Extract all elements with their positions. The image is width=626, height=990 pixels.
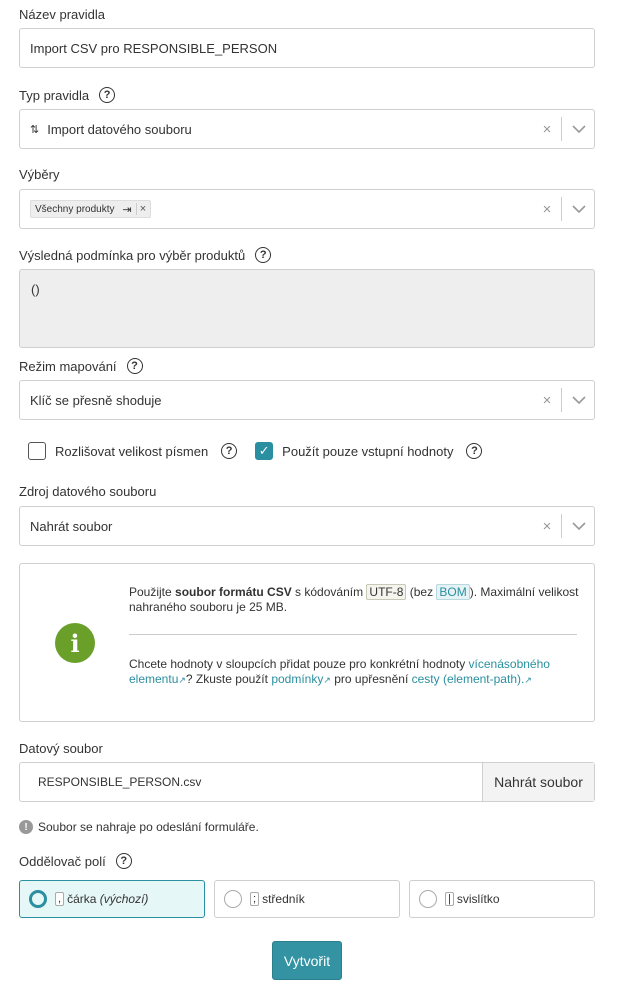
data-file-label xyxy=(19,741,103,756)
mapping-mode-label xyxy=(19,358,143,374)
rule-name-value: Import CSV pro RESPONSIBLE_PERSON xyxy=(30,40,278,56)
bom-code: BOM xyxy=(436,584,469,600)
help-icon[interactable]: ? xyxy=(221,443,237,459)
selection-chip xyxy=(30,200,151,218)
clear-icon[interactable]: × xyxy=(542,200,552,218)
rule-name-label xyxy=(19,7,105,22)
select-separator xyxy=(561,388,562,412)
source-label xyxy=(19,484,156,499)
external-link-icon: ↗ xyxy=(178,675,186,685)
external-link-icon: ↗ xyxy=(524,675,532,685)
selections-label xyxy=(19,167,59,182)
help-icon[interactable]: ? xyxy=(116,853,132,869)
delimiter-text: středník xyxy=(262,892,305,906)
exclamation-icon: ! xyxy=(19,820,33,834)
options-row xyxy=(28,442,482,460)
rule-name-label-text: Název pravidla xyxy=(19,7,105,22)
clear-icon[interactable]: × xyxy=(542,120,552,138)
case-sensitive-label: Rozlišovat velikost písmen xyxy=(55,443,209,459)
delimiter-key: , xyxy=(55,892,64,906)
delimiter-key: | xyxy=(445,892,454,906)
mapping-mode-value: Klíč se přesně shoduje xyxy=(30,392,162,408)
radio-icon xyxy=(224,890,242,908)
condition-label xyxy=(19,247,271,263)
selections-label-text: Výběry xyxy=(19,167,60,182)
delimiter-option-comma[interactable] xyxy=(19,880,205,918)
delimiter-suffix: (výchozí) xyxy=(99,892,149,906)
rule-type-label xyxy=(19,87,115,103)
clear-icon[interactable]: × xyxy=(542,517,552,535)
import-arrows-icon: ⇅ xyxy=(30,123,40,136)
condition-textarea xyxy=(19,269,595,348)
encoding-code: UTF-8 xyxy=(366,584,406,600)
case-sensitive-checkbox[interactable] xyxy=(28,442,46,460)
select-separator xyxy=(561,117,562,141)
input-only-checkbox[interactable]: ✓ xyxy=(255,442,273,460)
help-icon[interactable]: ? xyxy=(255,247,271,263)
chevron-down-icon[interactable] xyxy=(568,522,590,530)
chevron-down-icon[interactable] xyxy=(568,396,590,404)
radio-icon xyxy=(419,890,437,908)
selections-value xyxy=(30,200,537,219)
source-label-text: Zdroj datového souboru xyxy=(19,484,157,499)
clear-icon[interactable]: × xyxy=(542,391,552,409)
mapping-mode-label-text: Režim mapování xyxy=(19,358,117,374)
radio-icon xyxy=(29,890,47,908)
info-text: ? Zkuste použít xyxy=(185,672,272,686)
delimiter-option-semicolon[interactable] xyxy=(214,880,400,918)
help-icon[interactable]: ? xyxy=(466,443,482,459)
info-paragraph-2 xyxy=(129,657,579,688)
rule-type-select[interactable] xyxy=(19,109,595,149)
delimiter-label-text: Oddělovač polí xyxy=(19,853,106,869)
rule-type-value: Import datového souboru xyxy=(47,121,192,137)
selections-select[interactable] xyxy=(19,189,595,229)
help-icon[interactable]: ? xyxy=(127,358,143,374)
create-button[interactable]: Vytvořit xyxy=(272,941,342,980)
info-divider xyxy=(129,634,577,635)
info-icon: i xyxy=(55,623,95,663)
info-text: Chcete hodnoty v sloupcích přidat pouze pro konkrétní hodnoty xyxy=(129,657,469,671)
delimiter-option-pipe[interactable] xyxy=(409,880,595,918)
conditions-link[interactable]: podmínky xyxy=(271,672,324,686)
info-text: Použijte xyxy=(129,585,176,599)
data-file-label-text: Datový soubor xyxy=(19,741,103,756)
condition-label-text: Výsledná podmínka pro výběr produktů xyxy=(19,247,246,263)
file-name: RESPONSIBLE_PERSON.csv xyxy=(38,775,202,789)
chip-remove-icon[interactable]: × xyxy=(136,203,146,215)
info-bold: soubor formátu CSV xyxy=(175,585,292,599)
info-text: ). Maximální velikost nahraného souboru je 25 MB. xyxy=(129,585,579,614)
upload-note-text: Soubor se nahraje po odeslání formuláře. xyxy=(38,820,259,834)
external-link-icon: ↗ xyxy=(323,675,331,685)
chip-label: Všechny produkty xyxy=(35,203,115,215)
select-separator xyxy=(561,514,562,538)
upload-button[interactable]: Nahrát soubor xyxy=(482,763,594,801)
condition-value: () xyxy=(31,282,40,297)
mapping-mode-select[interactable] xyxy=(19,380,595,420)
enter-icon[interactable]: ⇥ xyxy=(122,203,132,216)
element-path-link[interactable]: cesty (element-path). xyxy=(411,672,525,686)
select-separator xyxy=(561,197,562,221)
file-input[interactable] xyxy=(19,762,595,802)
delimiter-text: svislítko xyxy=(456,892,500,906)
delimiter-key: ; xyxy=(250,892,259,906)
source-value: Nahrát soubor xyxy=(30,518,113,534)
delimiter-label xyxy=(19,853,132,869)
help-icon[interactable]: ? xyxy=(99,87,115,103)
source-select[interactable] xyxy=(19,506,595,546)
info-paragraph-1 xyxy=(129,585,579,615)
input-only-label: Použít pouze vstupní hodnoty xyxy=(282,443,454,459)
info-text: pro upřesnění xyxy=(330,672,412,686)
rule-name-input[interactable] xyxy=(19,28,595,68)
rule-type-label-text: Typ pravidla xyxy=(19,87,90,103)
chevron-down-icon[interactable] xyxy=(568,125,590,133)
info-box xyxy=(19,563,595,722)
info-text: s kódováním xyxy=(291,585,367,599)
upload-note xyxy=(19,820,259,834)
multi-element-link[interactable]: vícenásobného elementu xyxy=(129,657,550,686)
delimiter-text: čárka xyxy=(67,892,97,906)
chevron-down-icon[interactable] xyxy=(568,205,590,213)
info-text: (bez xyxy=(406,585,437,599)
